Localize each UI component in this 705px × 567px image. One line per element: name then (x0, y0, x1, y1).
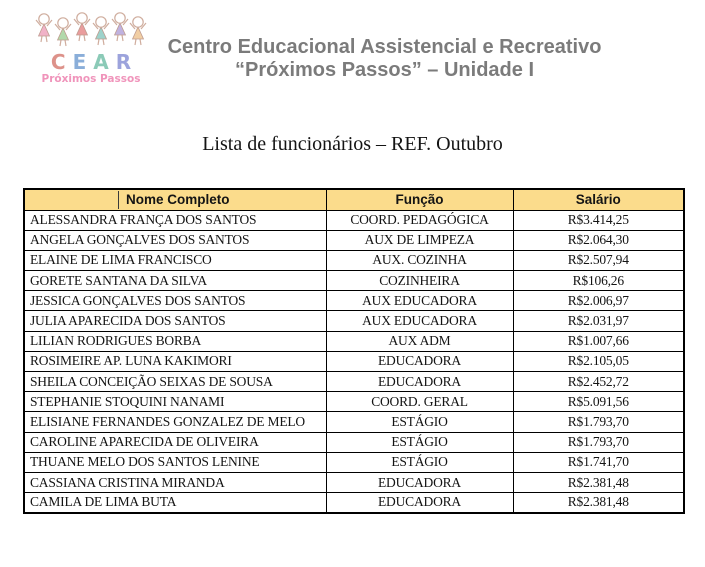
table-row (24, 351, 684, 371)
cell-salario: R$2.381,48 (513, 472, 684, 492)
cell-nome: CAROLINE APARECIDA DE OLIVEIRA (24, 432, 326, 452)
cell-funcao: COORD. PEDAGÓGICA (326, 210, 513, 230)
column-header-nome-label: Nome Completo (125, 192, 230, 208)
cell-nome: GORETE SANTANA DA SILVA (24, 271, 326, 291)
column-header-funcao (326, 189, 513, 210)
cell-nome: JULIA APARECIDA DOS SANTOS (24, 311, 326, 331)
cell-salario: R$106,26 (513, 271, 684, 291)
logo-letter-c: C (50, 50, 73, 74)
cell-nome: LILIAN RODRIGUES BORBA (24, 331, 326, 351)
cell-nome: STEPHANIE STOQUINI NANAMI (24, 392, 326, 412)
table-row (24, 372, 684, 392)
logo-letter-a: A (93, 50, 116, 74)
table-row (24, 250, 684, 270)
cell-salario: R$2.064,30 (513, 230, 684, 250)
cell-funcao: ESTÁGIO (326, 432, 513, 452)
table-header (24, 189, 684, 210)
cell-funcao: AUX ADM (326, 331, 513, 351)
column-header-nome (24, 189, 326, 210)
cell-nome: JESSICA GONÇALVES DOS SANTOS (24, 291, 326, 311)
logo-letter-e: E (72, 50, 94, 74)
table-row (24, 452, 684, 472)
cell-gridline-artifact (118, 191, 119, 209)
cell-salario: R$2.507,94 (513, 250, 684, 270)
cell-funcao: AUX DE LIMPEZA (326, 230, 513, 250)
document-title: Lista de funcionários – REF. Outubro (202, 133, 503, 155)
cell-funcao: AUX EDUCADORA (326, 311, 513, 331)
cell-funcao: ESTÁGIO (326, 452, 513, 472)
cell-nome: SHEILA CONCEIÇÃO SEIXAS DE SOUSA (24, 372, 326, 392)
cell-nome: ANGELA GONÇALVES DOS SANTOS (24, 230, 326, 250)
cell-funcao: ESTÁGIO (326, 412, 513, 432)
table-row (24, 392, 684, 412)
column-header-salario-label: Salário (575, 192, 621, 208)
cell-salario: R$1.793,70 (513, 412, 684, 432)
table-row (24, 210, 684, 230)
table-row (24, 412, 684, 432)
table-row (24, 331, 684, 351)
column-header-salario (513, 189, 684, 210)
cell-nome: THUANE MELO DOS SANTOS LENINE (24, 452, 326, 472)
cell-salario: R$2.381,48 (513, 493, 684, 513)
column-header-funcao-label: Função (395, 192, 444, 208)
table-row (24, 291, 684, 311)
org-name-line1: Centro Educacional Assistencial e Recreativo (167, 36, 602, 58)
cell-salario: R$1.007,66 (513, 331, 684, 351)
cell-funcao: COZINHEIRA (326, 271, 513, 291)
cell-salario: R$5.091,56 (513, 392, 684, 412)
employee-table (23, 188, 685, 514)
cell-nome: ELISIANE FERNANDES GONZALEZ DE MELO (24, 412, 326, 432)
cell-nome: ALESSANDRA FRANÇA DOS SANTOS (24, 210, 326, 230)
table-row (24, 311, 684, 331)
table-row (24, 432, 684, 452)
org-name-line2: “Próximos Passos” – Unidade I (235, 59, 534, 81)
cell-funcao: COORD. GERAL (326, 392, 513, 412)
cell-salario: R$1.793,70 (513, 432, 684, 452)
cell-nome: ELAINE DE LIMA FRANCISCO (24, 250, 326, 270)
cell-salario: R$2.031,97 (513, 311, 684, 331)
table-row (24, 472, 684, 492)
cell-salario: R$2.105,05 (513, 351, 684, 371)
table-body (24, 210, 684, 513)
table-row (24, 271, 684, 291)
table-header-row (24, 189, 684, 210)
cell-funcao: AUX EDUCADORA (326, 291, 513, 311)
cell-nome: CAMILA DE LIMA BUTA (24, 493, 326, 513)
cell-nome: CASSIANA CRISTINA MIRANDA (24, 472, 326, 492)
cell-salario: R$2.452,72 (513, 372, 684, 392)
table-row (24, 230, 684, 250)
logo-tagline: Próximos Passos (41, 73, 141, 85)
cell-salario: R$2.006,97 (513, 291, 684, 311)
table-row (24, 493, 684, 513)
cell-funcao: AUX. COZINHA (326, 250, 513, 270)
cell-funcao: EDUCADORA (326, 493, 513, 513)
cell-salario: R$3.414,25 (513, 210, 684, 230)
cell-funcao: EDUCADORA (326, 472, 513, 492)
cell-salario: R$1.741,70 (513, 452, 684, 472)
logo-letter-r: R (115, 50, 139, 74)
cell-nome: ROSIMEIRE AP. LUNA KAKIMORI (24, 351, 326, 371)
cell-funcao: EDUCADORA (326, 372, 513, 392)
cell-funcao: EDUCADORA (326, 351, 513, 371)
org-name (66, 36, 703, 82)
